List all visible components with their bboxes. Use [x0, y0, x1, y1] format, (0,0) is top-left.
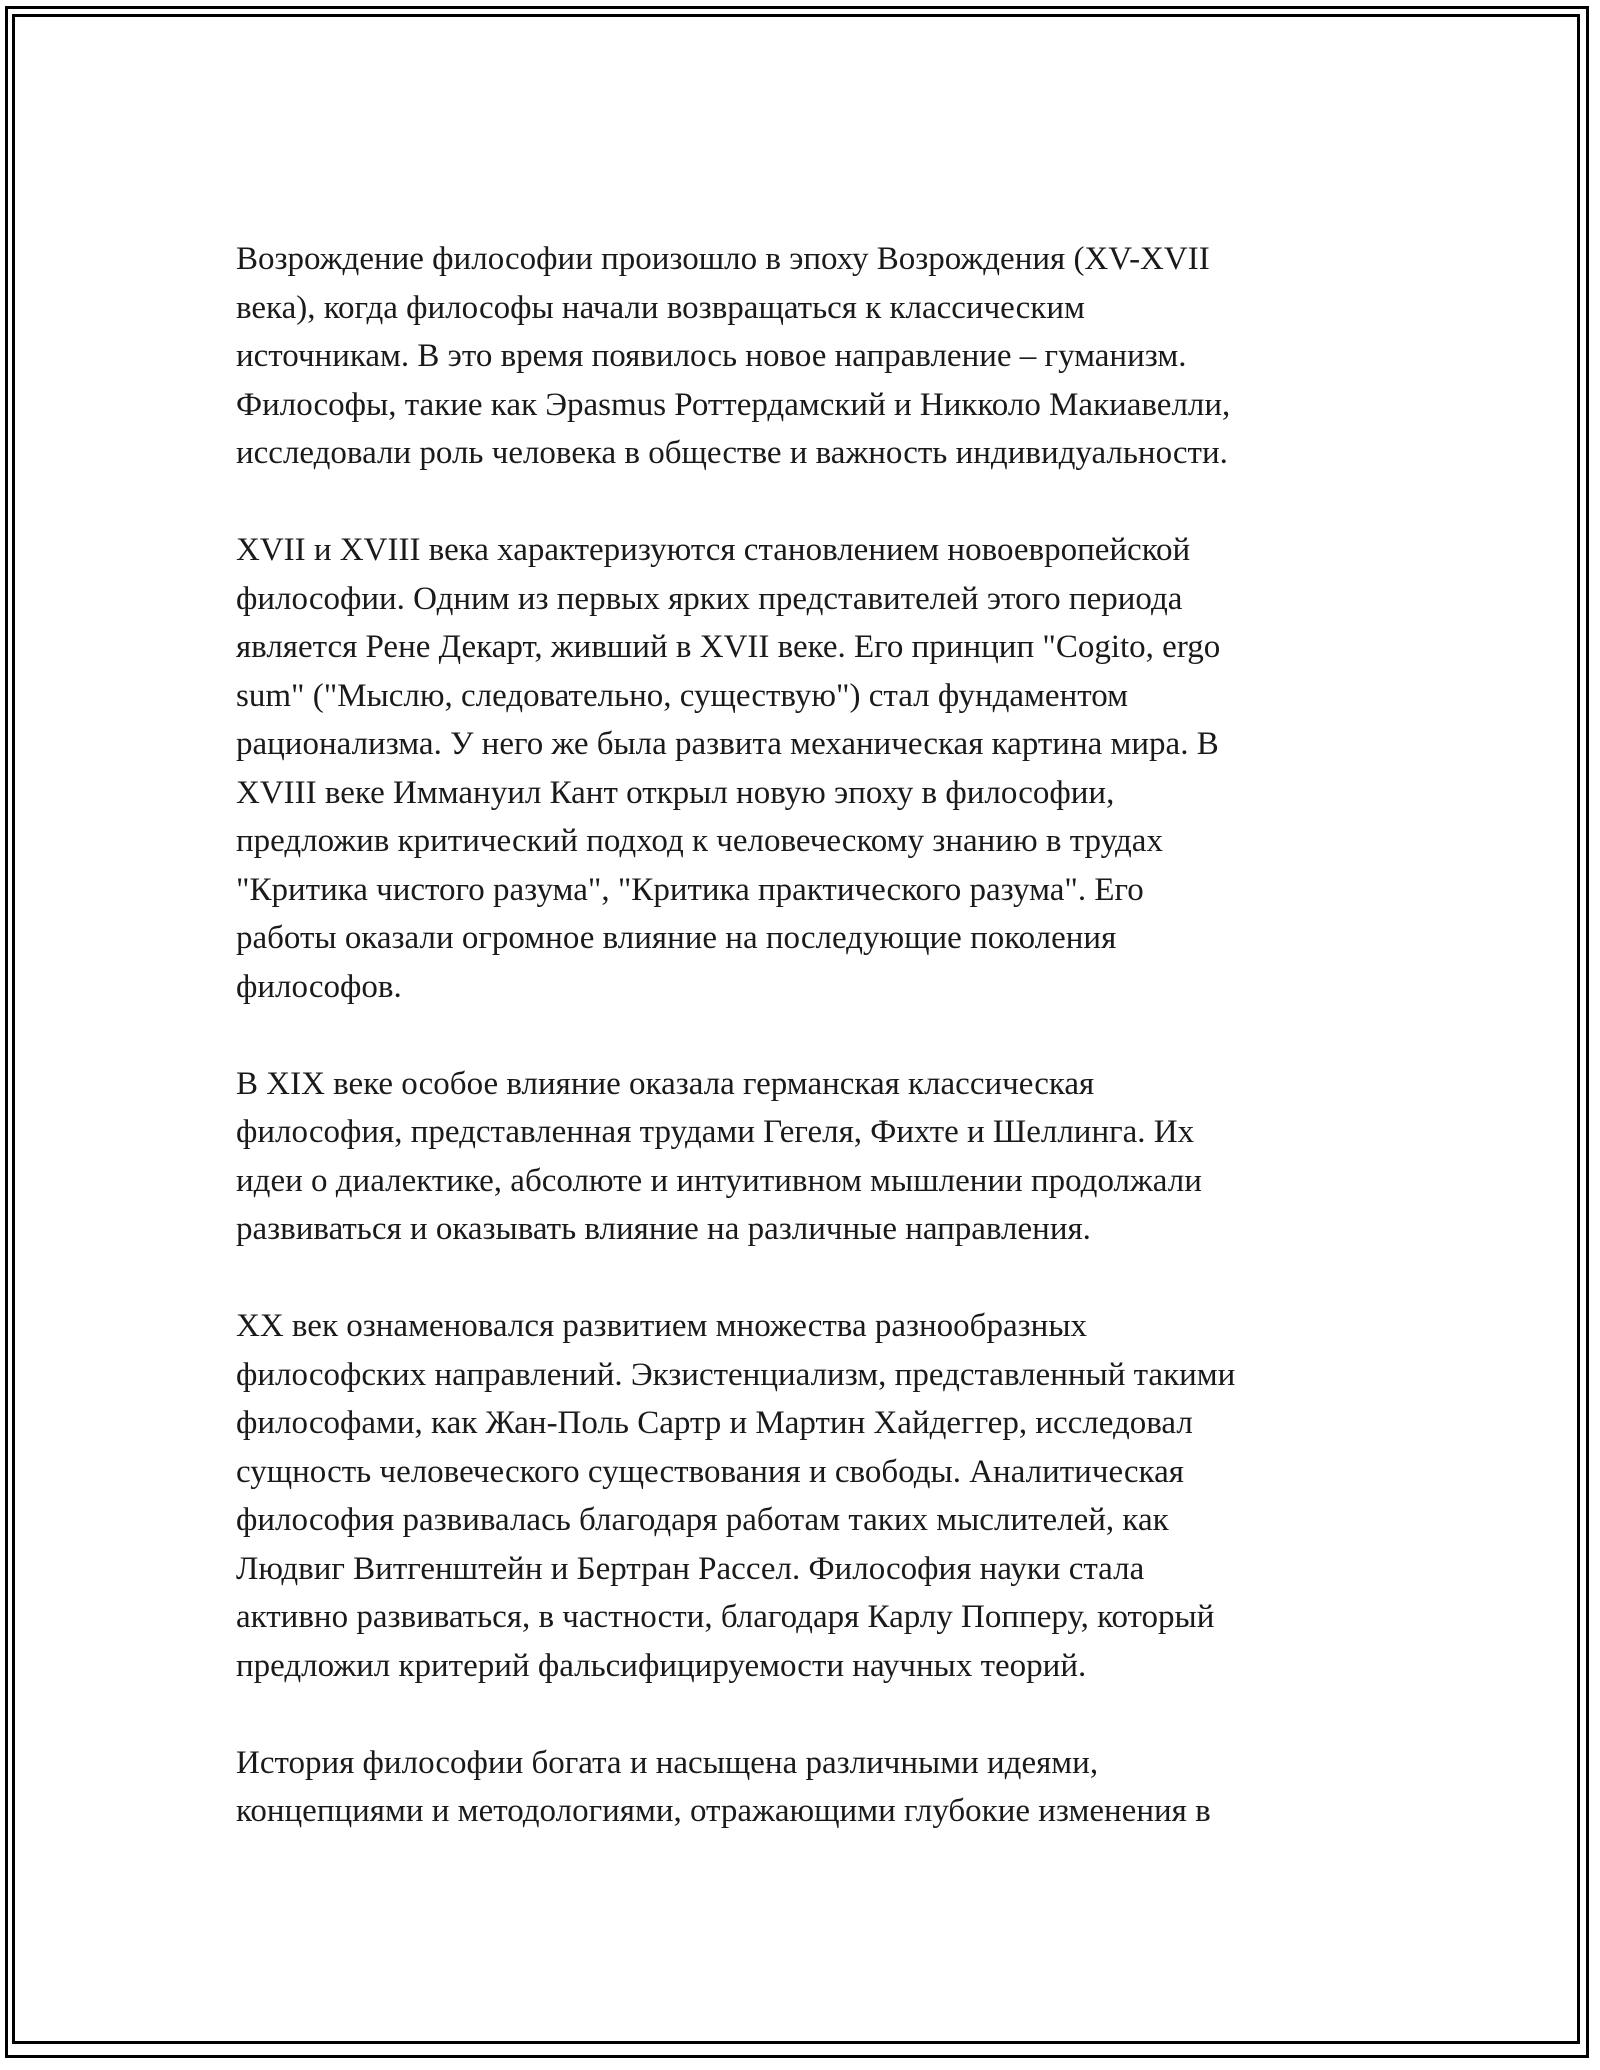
- text-line: сущность человеческого существования и свободы. Аналитическая: [236, 1453, 1184, 1490]
- paragraph-20th-century: [236, 1302, 1360, 1690]
- text-line: философов.: [236, 968, 402, 1005]
- text-line: концепциями и методологиями, отражающими глубокие изменения в: [236, 1793, 1211, 1829]
- text-line: Людвиг Витгенштейн и Бертран Рассел. Философия науки стала: [236, 1550, 1145, 1587]
- text-line: История философии богата и насыщена различными идеями,: [236, 1744, 1099, 1781]
- text-line: философами, как Жан-Поль Сартр и Мартин Хайдеггер, исследовал: [236, 1405, 1193, 1441]
- text-line: философия развивалась благодаря работам таких мыслителей, как: [236, 1502, 1169, 1538]
- paragraph-19th-century: [236, 1060, 1360, 1254]
- text-line: предложив критический подход к человеческому знанию в трудах: [236, 823, 1163, 859]
- paragraph-renaissance: [236, 235, 1360, 478]
- text-line: XVII и XVIII века характеризуются становлением новоевропейской: [236, 532, 1191, 568]
- text-line: развиваться и оказывать влияние на различные направления.: [236, 1211, 1091, 1247]
- text-line: века), когда философы начали возвращаться к классическим: [236, 289, 1085, 326]
- text-line: идеи о диалектике, абсолюте и интуитивном мышлении продолжали: [236, 1162, 1202, 1199]
- text-line: философии. Одним из первых ярких представителей этого периода: [236, 580, 1183, 617]
- text-line: Философы, такие как Эрasmus Роттердамский и Никколо Макиавелли,: [236, 386, 1231, 423]
- text-line: работы оказали огромное влияние на последующие поколения: [236, 920, 1117, 956]
- text-line: предложил критерий фальсифицируемости научных теорий.: [236, 1647, 1087, 1684]
- text-line: В XIX веке особое влияние оказала германская классическая: [236, 1065, 1095, 1102]
- text-line: "Критика чистого разума", "Критика практического разума". Его: [236, 871, 1144, 908]
- text-line: XX век ознаменовался развитием множества разнообразных: [236, 1308, 1087, 1344]
- text-line: исследовали роль человека в обществе и важность индивидуальности.: [236, 435, 1228, 471]
- text-line: рационализма. У него же была развита механическая картина мира. В: [236, 726, 1219, 762]
- text-line: активно развиваться, в частности, благодаря Карлу Попперу, который: [236, 1599, 1215, 1635]
- text-line: Возрождение философии произошло в эпоху Возрождения (XV-XVII: [236, 241, 1210, 277]
- document-body: [236, 235, 1360, 1884]
- text-line: является Рене Декарт, живший в XVII веке. Его принцип "Cogito, ergo: [236, 629, 1221, 665]
- paragraph-modern-philosophy: [236, 526, 1360, 1011]
- text-line: XVIII веке Иммануил Кант открыл новую эпоху в философии,: [236, 774, 1115, 811]
- text-line: sum" ("Мыслю, следовательно, существую") стал фундаментом: [236, 677, 1128, 714]
- paragraph-conclusion: [236, 1739, 1360, 1836]
- text-line: источникам. В это время появилось новое направление – гуманизм.: [236, 338, 1187, 374]
- text-line: философских направлений. Экзистенциализм, представленный такими: [236, 1356, 1236, 1393]
- text-line: философия, представленная трудами Гегеля, Фихте и Шеллинга. Их: [236, 1114, 1195, 1150]
